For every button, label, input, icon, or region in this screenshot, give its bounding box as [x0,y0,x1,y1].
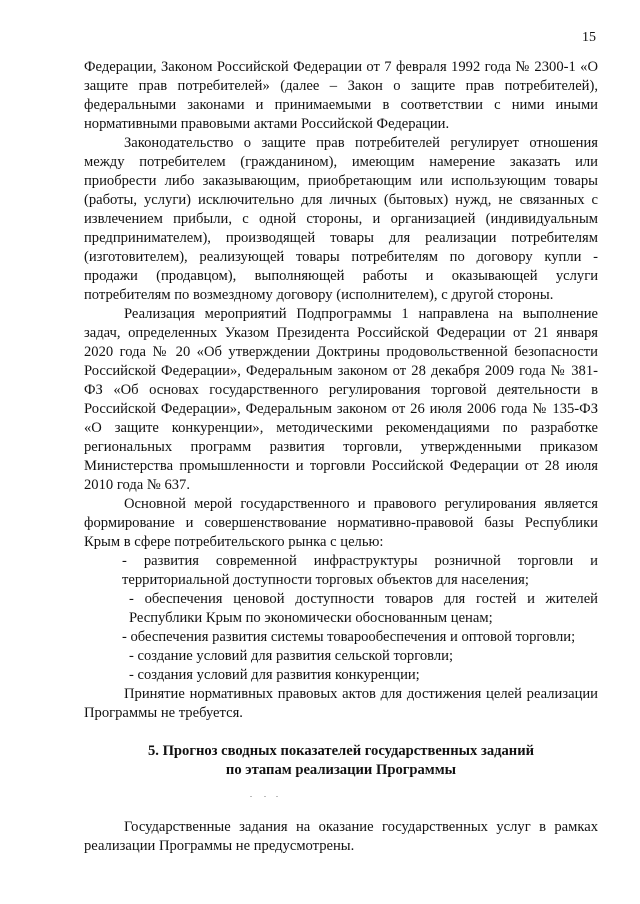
paragraph-consumer-law: Законодательство о защите прав потребителей регулирует отношения между потребителем (гражданином), имеющим намерение заказать или приобрести либо заказывающим, приобретающим или использующим товары (работы, услуги) исключительно для личных (бытовых) нужд, не связанных с извлечением прибыли, с одной стороны, и организацией (индивидуальным предпринимателем), производящей товары для реализации потребителям (изготовителем), реализующей товары потребителям по договору купли - продажи (продавцом), выполняющей работы и оказывающей услуги потребителям по возмездному договору (исполнителем), с другой стороны. [84,135,598,303]
bullet-item: - создание условий для развития сельской торговли; [129,648,453,664]
bullet-item: - развития современной инфраструктуры розничной торговли и территориальной доступности торговых объектов для населения; [122,553,598,588]
section-heading [84,742,598,780]
paragraph-regulation-measure: Основной мерой государственного и правового регулирования является формирование и совершенствование нормативно-правовой базы Республики Крым в сфере потребительского рынка с целью: [84,496,598,550]
page-number: 15 [582,30,596,45]
section-heading-line2: по этапам реализации Программы [225,762,457,778]
bullet-item: - обеспечения развития системы товарообеспечения и оптовой торговли; [122,629,576,645]
paragraph-state-tasks: Государственные задания на оказание государственных услуг в рамках реализации Программы не предусмотрены. [84,819,598,854]
scan-speck-marks [250,796,290,797]
bullet-item: - обеспечения ценовой доступности товаров для гостей и жителей Республики Крым по экономически обоснованным ценам; [129,591,598,626]
spacer [84,799,598,818]
document-body [84,58,598,856]
section-heading-line1: 5. Прогноз сводных показателей государственных заданий [147,743,535,759]
bullet-item: - создания условий для развития конкуренции; [129,667,420,683]
paragraph-no-acts-required: Принятие нормативных правовых актов для достижения целей реализации Программы не требуется. [84,686,598,721]
paragraph-subprogram-tasks: Реализация мероприятий Подпрограммы 1 направлена на выполнение задач, определенных Указом Президента Российской Федерации от 21 января 2020 года № 20 «Об утверждении Доктрины продовольственной безопасности Российской Федерации», Федеральным законом от 28 декабря 2009 года № 381-ФЗ «Об основах государственного регулирования торговой деятельности в Российской Федерации», Федеральным законом от 26 июля 2006 года № 135-ФЗ «О защите конкуренции», методическими рекомендациями по разработке региональных программ развития торговли, утвержденными приказом Министерства промышленности и торговли Российской Федерации от 28 июля 2010 года № 637. [84,306,598,493]
paragraph-continuation: Федерации, Законом Российской Федерации от 7 февраля 1992 года № 2300-1 «О защите прав потребителей» (далее – Закон о защите прав потребителей), федеральными законами и принимаемыми в соответствии с ними иными нормативными правовыми актами Российской Федерации. [84,59,598,132]
